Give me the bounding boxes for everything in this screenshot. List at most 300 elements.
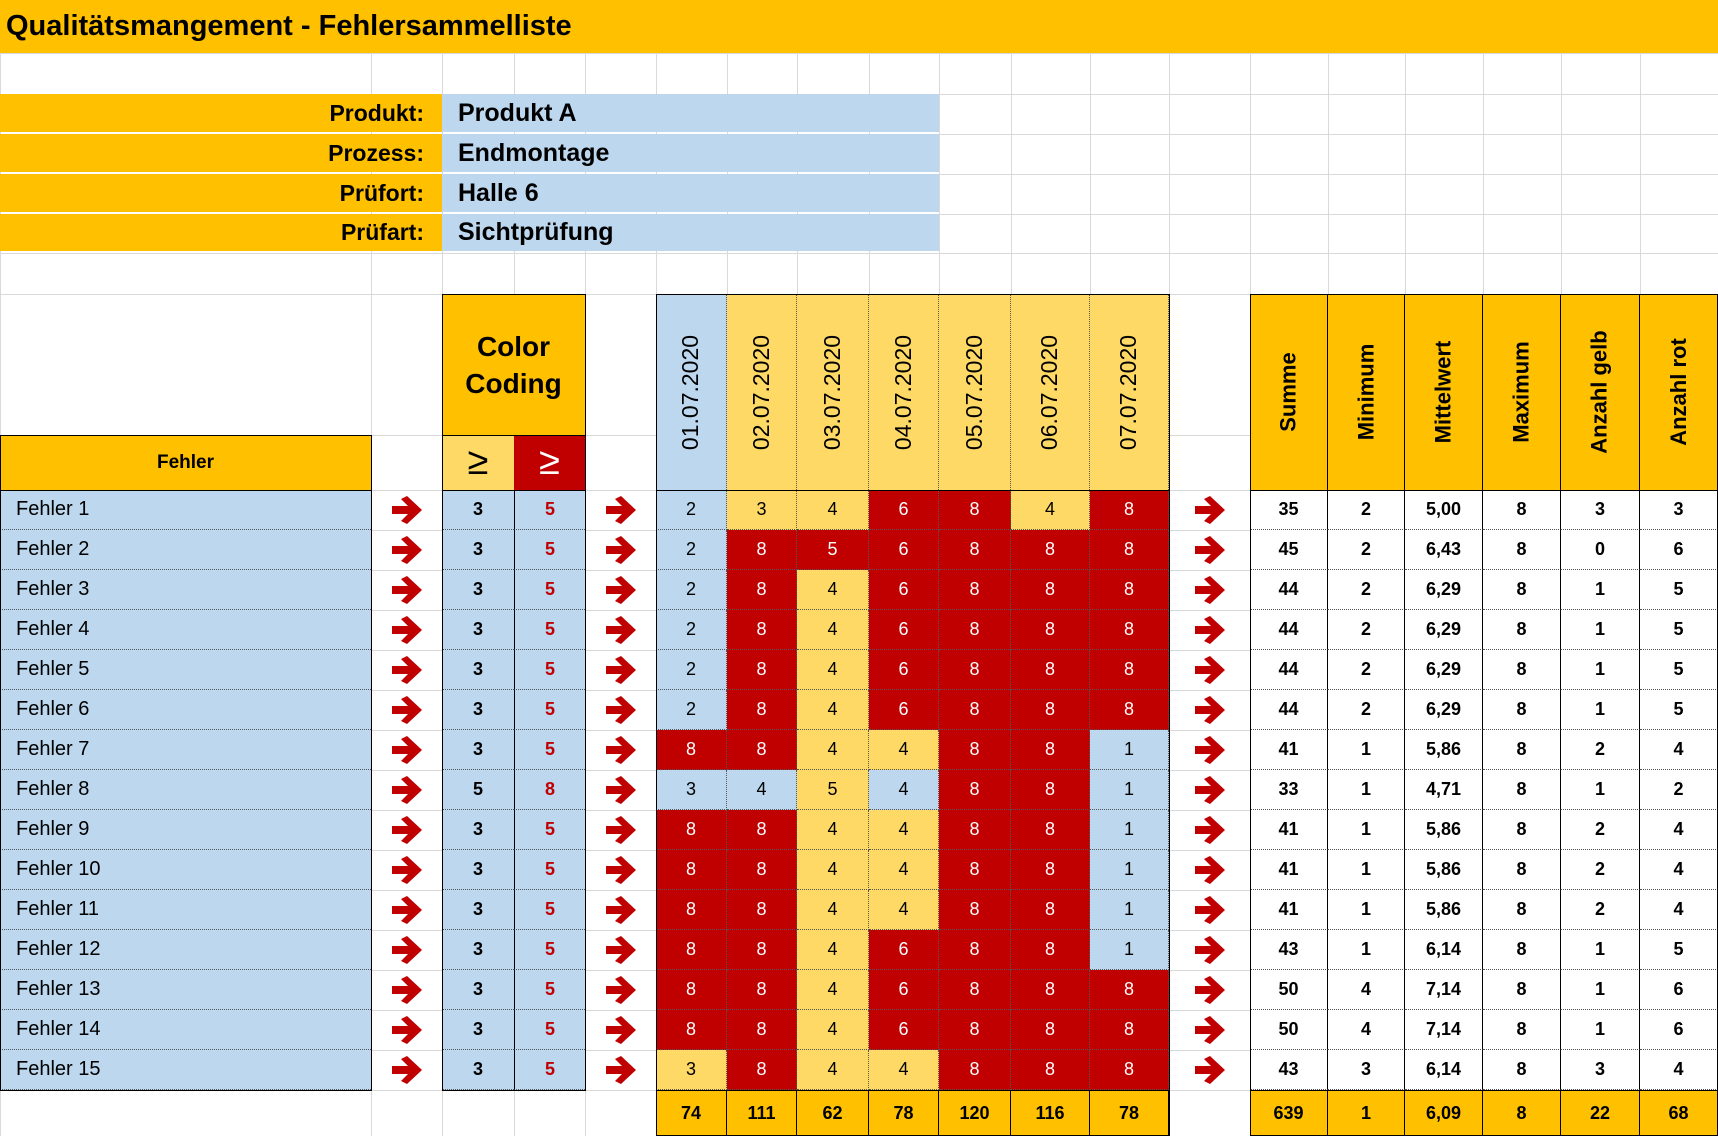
count-cell[interactable]: 4 xyxy=(797,490,869,530)
count-cell[interactable]: 4 xyxy=(797,730,869,770)
error-name[interactable]: Fehler 14 xyxy=(0,1010,371,1050)
stat-cell[interactable]: 6,14 xyxy=(1405,1050,1483,1090)
stat-cell[interactable]: 1 xyxy=(1561,570,1640,610)
error-name[interactable]: Fehler 6 xyxy=(0,690,371,730)
date-header[interactable] xyxy=(1011,294,1090,490)
count-cell[interactable]: 8 xyxy=(727,890,797,930)
threshold-red[interactable]: 5 xyxy=(514,730,585,770)
stat-cell[interactable]: 5 xyxy=(1640,650,1718,690)
threshold-yellow[interactable]: 3 xyxy=(442,530,514,570)
stat-cell[interactable]: 5,86 xyxy=(1405,730,1483,770)
arrow-right-icon-path xyxy=(392,976,422,1004)
count-cell[interactable]: 2 xyxy=(656,530,727,570)
count-cell[interactable]: 8 xyxy=(1011,730,1090,770)
arrow-right-icon xyxy=(585,570,656,610)
count-cell[interactable]: 8 xyxy=(1011,890,1090,930)
arrow-right-icon-path xyxy=(392,736,422,764)
count-cell[interactable]: 8 xyxy=(656,930,727,970)
count-cell[interactable]: 8 xyxy=(1011,610,1090,650)
stat-cell[interactable]: 44 xyxy=(1250,690,1328,730)
stat-cell[interactable]: 44 xyxy=(1250,570,1328,610)
count-cell[interactable]: 4 xyxy=(869,770,939,810)
count-cell[interactable]: 8 xyxy=(1090,1050,1169,1090)
count-cell[interactable]: 8 xyxy=(1011,1010,1090,1050)
count-cell[interactable]: 8 xyxy=(1011,650,1090,690)
info-value[interactable]: Produkt A xyxy=(442,94,939,132)
count-cell[interactable]: 6 xyxy=(869,970,939,1010)
count-cell[interactable]: 8 xyxy=(1090,610,1169,650)
count-cell[interactable]: 8 xyxy=(1011,690,1090,730)
count-cell[interactable]: 8 xyxy=(939,570,1011,610)
stat-cell[interactable]: 7,14 xyxy=(1405,970,1483,1010)
arrow-right-icon xyxy=(585,690,656,730)
arrow-right-icon-path xyxy=(392,816,422,844)
threshold-yellow[interactable]: 3 xyxy=(442,970,514,1010)
stat-cell[interactable]: 6 xyxy=(1640,530,1718,570)
count-cell[interactable]: 8 xyxy=(939,610,1011,650)
stat-cell[interactable]: 1 xyxy=(1328,730,1405,770)
count-cell[interactable]: 4 xyxy=(797,690,869,730)
error-name[interactable]: Fehler 2 xyxy=(0,530,371,570)
count-cell[interactable]: 4 xyxy=(797,1050,869,1090)
info-label[interactable]: Prozess: xyxy=(0,134,442,172)
stat-cell[interactable]: 2 xyxy=(1328,650,1405,690)
arrow-right-icon xyxy=(585,970,656,1010)
count-cell[interactable]: 4 xyxy=(797,570,869,610)
count-cell[interactable]: 1 xyxy=(1090,890,1169,930)
stat-header[interactable] xyxy=(1483,294,1561,490)
count-cell[interactable]: 8 xyxy=(656,890,727,930)
stat-cell[interactable]: 1 xyxy=(1328,810,1405,850)
count-cell[interactable]: 4 xyxy=(869,810,939,850)
stat-cell[interactable]: 4 xyxy=(1640,850,1718,890)
count-cell[interactable]: 5 xyxy=(797,530,869,570)
arrow-right-icon xyxy=(1169,930,1250,970)
threshold-red[interactable]: 5 xyxy=(514,850,585,890)
threshold-red[interactable]: 5 xyxy=(514,1010,585,1050)
date-header[interactable] xyxy=(869,294,939,490)
count-cell[interactable]: 4 xyxy=(797,930,869,970)
count-cell[interactable]: 6 xyxy=(869,610,939,650)
count-cell[interactable]: 5 xyxy=(797,770,869,810)
threshold-red[interactable]: 5 xyxy=(514,890,585,930)
count-cell[interactable]: 2 xyxy=(656,490,727,530)
stat-header[interactable] xyxy=(1561,294,1640,490)
stat-total[interactable]: 639 xyxy=(1250,1090,1328,1136)
threshold-yellow[interactable]: 3 xyxy=(442,650,514,690)
stat-cell[interactable]: 2 xyxy=(1328,690,1405,730)
count-cell[interactable]: 4 xyxy=(797,650,869,690)
error-name[interactable]: Fehler 5 xyxy=(0,650,371,690)
count-cell[interactable]: 6 xyxy=(869,650,939,690)
arrow-right-icon xyxy=(1169,1010,1250,1050)
threshold-yellow[interactable]: 3 xyxy=(442,490,514,530)
threshold-yellow[interactable]: 3 xyxy=(442,730,514,770)
error-name[interactable]: Fehler 8 xyxy=(0,770,371,810)
count-cell[interactable]: 8 xyxy=(1090,970,1169,1010)
arrow-right-icon-path xyxy=(1195,536,1225,564)
count-cell[interactable]: 8 xyxy=(1011,570,1090,610)
stat-cell[interactable]: 33 xyxy=(1250,770,1328,810)
stat-header-label: Summe xyxy=(1275,352,1301,432)
arrow-right-icon xyxy=(585,530,656,570)
count-cell[interactable]: 4 xyxy=(797,890,869,930)
threshold-red[interactable]: 5 xyxy=(514,690,585,730)
stat-cell[interactable]: 5,86 xyxy=(1405,810,1483,850)
count-cell[interactable]: 8 xyxy=(727,810,797,850)
stat-cell[interactable]: 6 xyxy=(1640,1010,1718,1050)
arrow-right-icon xyxy=(1169,610,1250,650)
count-cell[interactable]: 6 xyxy=(869,690,939,730)
arrow-right-icon-path xyxy=(606,976,636,1004)
info-label[interactable]: Produkt: xyxy=(0,94,442,132)
date-header-label: 05.07.2020 xyxy=(961,334,987,450)
column-total[interactable]: 78 xyxy=(1090,1090,1169,1136)
info-label[interactable]: Prüfort: xyxy=(0,174,442,212)
count-cell[interactable]: 8 xyxy=(939,530,1011,570)
date-header[interactable] xyxy=(939,294,1011,490)
count-cell[interactable]: 8 xyxy=(656,1010,727,1050)
count-cell[interactable]: 6 xyxy=(869,930,939,970)
stat-cell[interactable]: 8 xyxy=(1483,690,1561,730)
count-cell[interactable]: 1 xyxy=(1090,810,1169,850)
count-cell[interactable]: 8 xyxy=(1090,530,1169,570)
arrow-right-icon xyxy=(1169,970,1250,1010)
sheet-title: Qualitätsmangement - Fehlersammelliste xyxy=(0,0,1718,53)
count-cell[interactable]: 1 xyxy=(1090,850,1169,890)
stat-cell[interactable]: 8 xyxy=(1483,810,1561,850)
count-cell[interactable]: 4 xyxy=(797,970,869,1010)
date-header[interactable] xyxy=(1090,294,1169,490)
threshold-red[interactable]: 5 xyxy=(514,1050,585,1090)
error-name[interactable]: Fehler 13 xyxy=(0,970,371,1010)
count-cell[interactable]: 4 xyxy=(869,730,939,770)
count-cell[interactable]: 8 xyxy=(727,610,797,650)
count-cell[interactable]: 8 xyxy=(656,810,727,850)
count-cell[interactable]: 8 xyxy=(939,890,1011,930)
threshold-red[interactable]: 5 xyxy=(514,490,585,530)
stat-cell[interactable]: 1 xyxy=(1561,610,1640,650)
threshold-red[interactable]: 5 xyxy=(514,930,585,970)
stat-cell[interactable]: 5 xyxy=(1640,690,1718,730)
stat-cell[interactable]: 1 xyxy=(1328,770,1405,810)
threshold-yellow[interactable]: 3 xyxy=(442,570,514,610)
stat-total[interactable]: 6,09 xyxy=(1405,1090,1483,1136)
count-cell[interactable]: 8 xyxy=(727,690,797,730)
count-cell[interactable]: 8 xyxy=(939,490,1011,530)
arrow-right-icon xyxy=(1169,730,1250,770)
count-cell[interactable]: 3 xyxy=(656,770,727,810)
stat-cell[interactable]: 2 xyxy=(1328,530,1405,570)
stat-cell[interactable]: 4 xyxy=(1640,730,1718,770)
stat-total[interactable]: 68 xyxy=(1640,1090,1718,1136)
count-cell[interactable]: 4 xyxy=(797,1010,869,1050)
count-cell[interactable]: 6 xyxy=(869,1010,939,1050)
column-total[interactable]: 62 xyxy=(797,1090,869,1136)
stat-cell[interactable]: 8 xyxy=(1483,1050,1561,1090)
count-cell[interactable]: 8 xyxy=(1011,970,1090,1010)
count-cell[interactable]: 8 xyxy=(727,570,797,610)
stat-cell[interactable]: 35 xyxy=(1250,490,1328,530)
stat-cell[interactable]: 45 xyxy=(1250,530,1328,570)
count-cell[interactable]: 8 xyxy=(939,1010,1011,1050)
stat-cell[interactable]: 6 xyxy=(1640,970,1718,1010)
stat-cell[interactable]: 5,86 xyxy=(1405,850,1483,890)
stat-header[interactable] xyxy=(1250,294,1328,490)
color-coding-header[interactable] xyxy=(442,294,585,435)
stat-cell[interactable]: 0 xyxy=(1561,530,1640,570)
stat-cell[interactable]: 8 xyxy=(1483,770,1561,810)
stat-cell[interactable]: 2 xyxy=(1328,610,1405,650)
stat-cell[interactable]: 44 xyxy=(1250,610,1328,650)
count-cell[interactable]: 1 xyxy=(1090,730,1169,770)
stat-cell[interactable]: 8 xyxy=(1483,930,1561,970)
arrow-right-icon xyxy=(371,810,442,850)
arrow-right-icon-path xyxy=(606,896,636,924)
count-cell[interactable]: 8 xyxy=(1011,1050,1090,1090)
stat-cell[interactable]: 2 xyxy=(1328,570,1405,610)
stat-cell[interactable]: 7,14 xyxy=(1405,1010,1483,1050)
threshold-yellow[interactable]: 3 xyxy=(442,610,514,650)
count-cell[interactable]: 4 xyxy=(797,810,869,850)
error-name[interactable]: Fehler 12 xyxy=(0,930,371,970)
threshold-yellow[interactable]: 3 xyxy=(442,1010,514,1050)
stat-cell[interactable]: 1 xyxy=(1561,1010,1640,1050)
error-name[interactable]: Fehler 1 xyxy=(0,490,371,530)
column-total[interactable]: 78 xyxy=(869,1090,939,1136)
error-name[interactable]: Fehler 4 xyxy=(0,610,371,650)
stat-header[interactable] xyxy=(1328,294,1405,490)
count-cell[interactable]: 4 xyxy=(869,1050,939,1090)
stat-header[interactable] xyxy=(1405,294,1483,490)
count-cell[interactable]: 4 xyxy=(869,850,939,890)
stat-cell[interactable]: 8 xyxy=(1483,490,1561,530)
count-cell[interactable]: 8 xyxy=(727,930,797,970)
stat-cell[interactable]: 8 xyxy=(1483,1010,1561,1050)
stat-cell[interactable]: 8 xyxy=(1483,570,1561,610)
stat-cell[interactable]: 1 xyxy=(1561,690,1640,730)
info-label[interactable]: Prüfart: xyxy=(0,214,442,251)
count-cell[interactable]: 8 xyxy=(939,770,1011,810)
stat-cell[interactable]: 5 xyxy=(1640,570,1718,610)
stat-cell[interactable]: 8 xyxy=(1483,890,1561,930)
error-name[interactable]: Fehler 11 xyxy=(0,890,371,930)
stat-cell[interactable]: 3 xyxy=(1561,1050,1640,1090)
count-cell[interactable]: 8 xyxy=(1011,530,1090,570)
arrow-right-icon-path xyxy=(1195,1016,1225,1044)
stat-cell[interactable]: 4,71 xyxy=(1405,770,1483,810)
count-cell[interactable]: 8 xyxy=(939,810,1011,850)
error-name[interactable]: Fehler 10 xyxy=(0,850,371,890)
count-cell[interactable]: 8 xyxy=(1090,1010,1169,1050)
threshold-yellow[interactable]: 3 xyxy=(442,890,514,930)
threshold-red[interactable]: 5 xyxy=(514,530,585,570)
info-value[interactable]: Sichtprüfung xyxy=(442,214,939,251)
error-name[interactable]: Fehler 3 xyxy=(0,570,371,610)
stat-cell[interactable]: 4 xyxy=(1328,970,1405,1010)
stat-cell[interactable]: 2 xyxy=(1640,770,1718,810)
count-cell[interactable]: 8 xyxy=(727,730,797,770)
count-cell[interactable]: 8 xyxy=(939,650,1011,690)
stat-cell[interactable]: 5,00 xyxy=(1405,490,1483,530)
stat-cell[interactable]: 2 xyxy=(1561,730,1640,770)
stat-cell[interactable]: 4 xyxy=(1328,1010,1405,1050)
stat-cell[interactable]: 43 xyxy=(1250,1050,1328,1090)
stat-cell[interactable]: 5 xyxy=(1640,610,1718,650)
count-cell[interactable]: 4 xyxy=(797,850,869,890)
threshold-yellow[interactable]: 3 xyxy=(442,1050,514,1090)
stat-cell[interactable]: 41 xyxy=(1250,890,1328,930)
threshold-red[interactable]: 5 xyxy=(514,570,585,610)
stat-cell[interactable]: 41 xyxy=(1250,730,1328,770)
stat-cell[interactable]: 3 xyxy=(1640,490,1718,530)
stat-cell[interactable]: 6,14 xyxy=(1405,930,1483,970)
count-cell[interactable]: 1 xyxy=(1090,930,1169,970)
count-cell[interactable]: 4 xyxy=(727,770,797,810)
count-cell[interactable]: 6 xyxy=(869,530,939,570)
stat-total[interactable]: 8 xyxy=(1483,1090,1561,1136)
stat-cell[interactable]: 6,29 xyxy=(1405,690,1483,730)
count-cell[interactable]: 4 xyxy=(797,610,869,650)
column-total[interactable]: 74 xyxy=(656,1090,727,1136)
count-cell[interactable]: 2 xyxy=(656,610,727,650)
stat-cell[interactable]: 1 xyxy=(1328,930,1405,970)
info-value[interactable]: Halle 6 xyxy=(442,174,939,212)
count-cell[interactable]: 8 xyxy=(727,1010,797,1050)
stat-cell[interactable]: 6,29 xyxy=(1405,610,1483,650)
stat-header[interactable] xyxy=(1640,294,1718,490)
threshold-red[interactable]: 8 xyxy=(514,770,585,810)
count-cell[interactable]: 8 xyxy=(1090,650,1169,690)
count-cell[interactable]: 8 xyxy=(1011,850,1090,890)
threshold-yellow[interactable]: 3 xyxy=(442,850,514,890)
error-name[interactable]: Fehler 7 xyxy=(0,730,371,770)
info-value[interactable]: Endmontage xyxy=(442,134,939,172)
threshold-red[interactable]: 5 xyxy=(514,970,585,1010)
stat-cell[interactable]: 3 xyxy=(1328,1050,1405,1090)
stat-cell[interactable]: 1 xyxy=(1328,890,1405,930)
count-cell[interactable]: 8 xyxy=(1011,930,1090,970)
threshold-red[interactable]: 5 xyxy=(514,610,585,650)
arrow-right-icon xyxy=(371,690,442,730)
count-cell[interactable]: 8 xyxy=(727,1050,797,1090)
threshold-yellow[interactable]: 5 xyxy=(442,770,514,810)
count-cell[interactable]: 8 xyxy=(1011,770,1090,810)
arrow-right-icon xyxy=(1169,810,1250,850)
count-cell[interactable]: 8 xyxy=(1011,810,1090,850)
stat-cell[interactable]: 8 xyxy=(1483,850,1561,890)
count-cell[interactable]: 2 xyxy=(656,690,727,730)
stat-cell[interactable]: 8 xyxy=(1483,970,1561,1010)
threshold-yellow[interactable]: 3 xyxy=(442,930,514,970)
stat-cell[interactable]: 3 xyxy=(1561,490,1640,530)
stat-cell[interactable]: 44 xyxy=(1250,650,1328,690)
stat-cell[interactable]: 1 xyxy=(1561,930,1640,970)
count-cell[interactable]: 8 xyxy=(939,970,1011,1010)
count-cell[interactable]: 8 xyxy=(656,970,727,1010)
count-cell[interactable]: 8 xyxy=(1090,570,1169,610)
stat-cell[interactable]: 8 xyxy=(1483,730,1561,770)
stat-cell[interactable]: 2 xyxy=(1561,890,1640,930)
stat-cell[interactable]: 8 xyxy=(1483,530,1561,570)
column-total[interactable]: 116 xyxy=(1011,1090,1090,1136)
fehler-column-header[interactable]: Fehler xyxy=(0,435,371,490)
count-cell[interactable]: 8 xyxy=(656,850,727,890)
error-name[interactable]: Fehler 9 xyxy=(0,810,371,850)
stat-cell[interactable]: 5,86 xyxy=(1405,890,1483,930)
stat-cell[interactable]: 8 xyxy=(1483,610,1561,650)
count-cell[interactable]: 3 xyxy=(656,1050,727,1090)
count-cell[interactable]: 8 xyxy=(656,730,727,770)
date-header[interactable] xyxy=(727,294,797,490)
stat-cell[interactable]: 50 xyxy=(1250,970,1328,1010)
stat-cell[interactable]: 6,43 xyxy=(1405,530,1483,570)
stat-cell[interactable]: 2 xyxy=(1561,850,1640,890)
count-cell[interactable]: 8 xyxy=(727,850,797,890)
stat-cell[interactable]: 1 xyxy=(1328,850,1405,890)
threshold-red-symbol[interactable]: ≥ xyxy=(514,435,585,490)
threshold-yellow[interactable]: 3 xyxy=(442,690,514,730)
count-cell[interactable]: 8 xyxy=(727,970,797,1010)
stat-cell[interactable]: 1 xyxy=(1561,650,1640,690)
count-cell[interactable]: 6 xyxy=(869,490,939,530)
count-cell[interactable]: 2 xyxy=(656,570,727,610)
count-cell[interactable]: 3 xyxy=(727,490,797,530)
stat-cell[interactable]: 43 xyxy=(1250,930,1328,970)
stat-cell[interactable]: 6,29 xyxy=(1405,650,1483,690)
count-cell[interactable]: 8 xyxy=(939,730,1011,770)
count-cell[interactable]: 6 xyxy=(869,570,939,610)
error-name[interactable]: Fehler 15 xyxy=(0,1050,371,1090)
count-cell[interactable]: 8 xyxy=(939,930,1011,970)
threshold-red[interactable]: 5 xyxy=(514,650,585,690)
threshold-yellow[interactable]: 3 xyxy=(442,810,514,850)
date-header[interactable] xyxy=(656,294,727,490)
count-cell[interactable]: 4 xyxy=(1011,490,1090,530)
count-cell[interactable]: 8 xyxy=(727,650,797,690)
stat-cell[interactable]: 4 xyxy=(1640,1050,1718,1090)
count-cell[interactable]: 2 xyxy=(656,650,727,690)
stat-cell[interactable]: 4 xyxy=(1640,810,1718,850)
date-header[interactable] xyxy=(797,294,869,490)
stat-total[interactable]: 1 xyxy=(1328,1090,1405,1136)
stat-cell[interactable]: 41 xyxy=(1250,810,1328,850)
stat-cell[interactable]: 41 xyxy=(1250,850,1328,890)
count-cell[interactable]: 8 xyxy=(939,850,1011,890)
stat-cell[interactable]: 4 xyxy=(1640,890,1718,930)
count-cell[interactable]: 8 xyxy=(727,530,797,570)
threshold-yellow-symbol[interactable]: ≥ xyxy=(442,435,514,490)
stat-cell[interactable]: 1 xyxy=(1561,770,1640,810)
stat-cell[interactable]: 1 xyxy=(1561,970,1640,1010)
stat-cell[interactable]: 6,29 xyxy=(1405,570,1483,610)
stat-cell[interactable]: 50 xyxy=(1250,1010,1328,1050)
count-cell[interactable]: 8 xyxy=(1090,690,1169,730)
stat-cell[interactable]: 5 xyxy=(1640,930,1718,970)
stat-cell[interactable]: 2 xyxy=(1328,490,1405,530)
stat-cell[interactable]: 2 xyxy=(1561,810,1640,850)
count-cell[interactable]: 8 xyxy=(939,690,1011,730)
threshold-red[interactable]: 5 xyxy=(514,810,585,850)
column-total[interactable]: 111 xyxy=(727,1090,797,1136)
count-cell[interactable]: 8 xyxy=(1090,490,1169,530)
count-cell[interactable]: 4 xyxy=(869,890,939,930)
count-cell[interactable]: 1 xyxy=(1090,770,1169,810)
column-total[interactable]: 120 xyxy=(939,1090,1011,1136)
count-cell[interactable]: 8 xyxy=(939,1050,1011,1090)
stat-total[interactable]: 22 xyxy=(1561,1090,1640,1136)
stat-cell[interactable]: 8 xyxy=(1483,650,1561,690)
